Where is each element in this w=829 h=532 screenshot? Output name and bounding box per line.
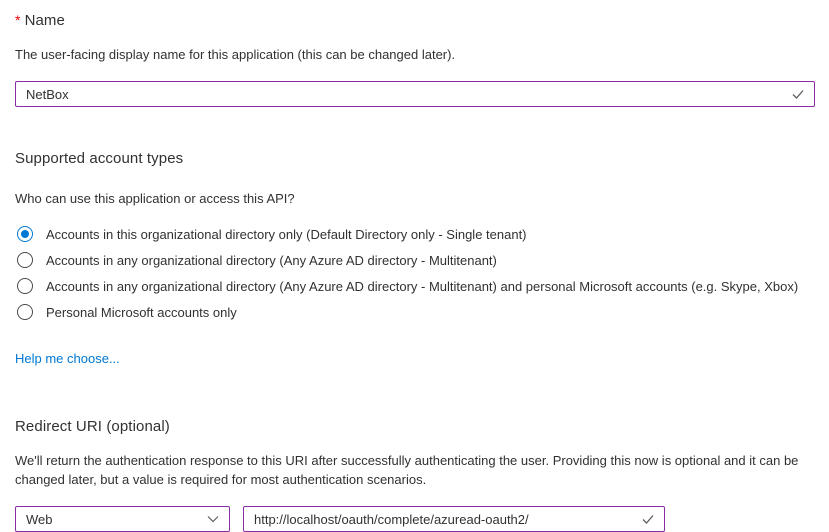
radio-option-personal-only[interactable] — [15, 299, 815, 325]
radio-button-icon[interactable] — [17, 304, 33, 320]
account-types-title: Supported account types — [15, 150, 184, 167]
required-marker: * — [15, 12, 21, 28]
platform-select-value: Web — [26, 511, 53, 527]
radio-option-label: Accounts in any organizational directory (Any Azure AD directory - Multitenant) — [46, 252, 497, 268]
radio-option-label: Accounts in any organizational directory (Any Azure AD directory - Multitenant) and personal Microsoft accounts (e.g. Skype, Xbox) — [46, 278, 799, 294]
redirect-uri-title: Redirect URI (optional) — [15, 418, 170, 435]
name-title-text: Name — [24, 12, 65, 29]
redirect-uri-description: We'll return the authentication response to this URI after successfully authenticating the user. Providing this now is optional and it can be changed later, but a value is required for most authentication scenarios. — [15, 453, 799, 487]
account-types-radio-group — [15, 221, 815, 325]
chevron-down-icon — [206, 512, 220, 526]
redirect-uri-input[interactable] — [244, 507, 664, 531]
radio-button-icon[interactable] — [17, 252, 33, 268]
radio-option-multitenant-personal[interactable] — [15, 273, 815, 299]
name-description: The user-facing display name for this application (this can be changed later). — [15, 47, 456, 62]
name-input-wrapper — [15, 81, 815, 107]
account-types-question: Who can use this application or access this API? — [15, 191, 295, 206]
platform-select[interactable] — [15, 506, 230, 532]
name-input[interactable] — [16, 82, 814, 106]
radio-button-icon[interactable] — [17, 226, 33, 242]
redirect-uri-input-wrapper — [243, 506, 665, 532]
radio-option-multitenant[interactable] — [15, 247, 815, 273]
redirect-uri-row — [15, 506, 815, 532]
radio-option-label: Personal Microsoft accounts only — [46, 304, 237, 320]
name-section-title — [15, 12, 815, 29]
radio-button-icon[interactable] — [17, 278, 33, 294]
help-me-choose-link[interactable]: Help me choose... — [15, 351, 120, 366]
radio-option-single-tenant[interactable] — [15, 221, 815, 247]
radio-option-label: Accounts in this organizational directory only (Default Directory only - Single tenant) — [46, 226, 527, 242]
